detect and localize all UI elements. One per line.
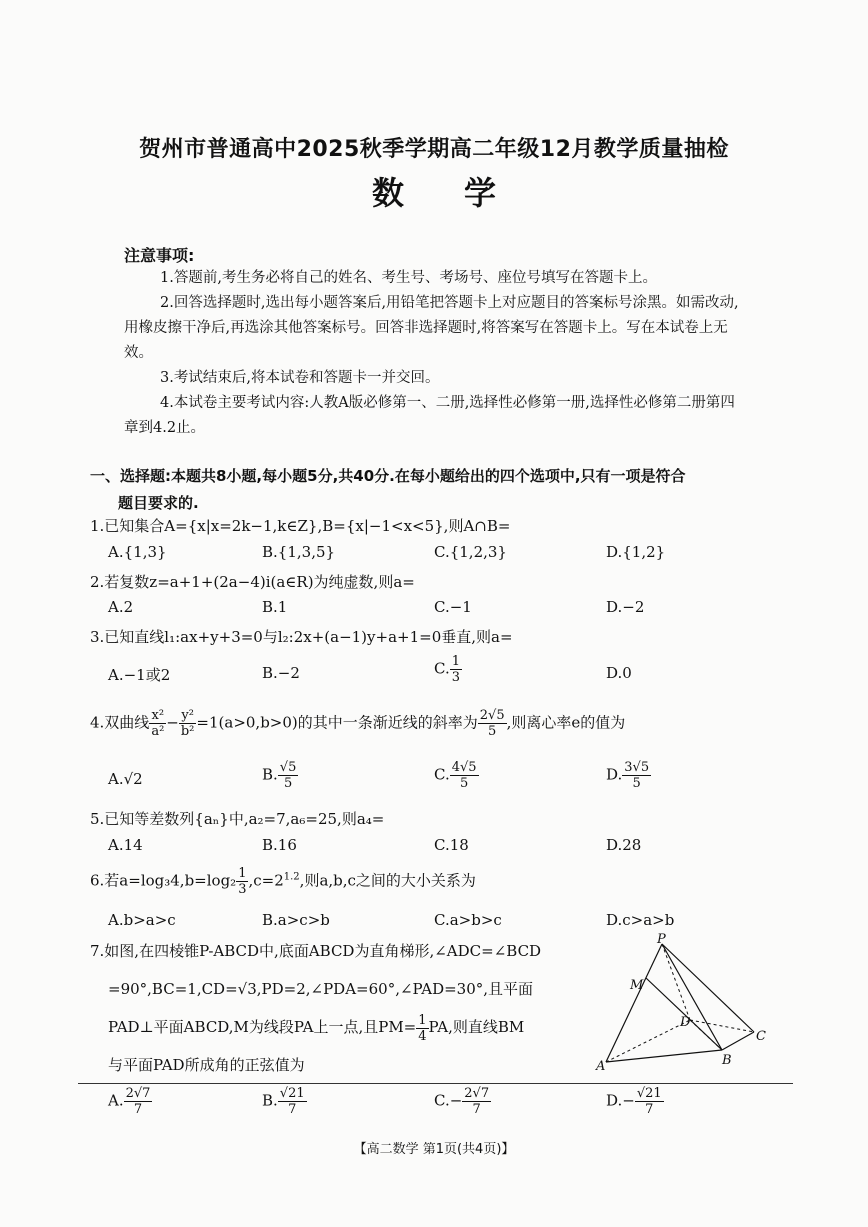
- q7-line3-part2: PA,则直线BM: [428, 1018, 525, 1036]
- page-footer: 【高二数学 第1页(共4页)】: [353, 1142, 515, 1157]
- q6-stem-part1: 6.若a=log₃4,b=log₂: [90, 871, 237, 890]
- option-prefix: B.: [262, 765, 278, 784]
- q7-line2: =90°,BC=1,CD=√3,PD=2,∠PDA=60°,∠PAD=30°,且平面: [108, 980, 534, 998]
- q7-line4: 与平面PAD所成角的正弦值为: [108, 1056, 305, 1074]
- label-p: P: [657, 932, 666, 947]
- q4-stem: 4.双曲线 $\frac{\text{x²}}{\text{a²}}$ − $\frac{\text{y²}}{\text{b²}}$ =1(a>0,b>0)的其中一条渐近线的斜率为 $\frac{2√5}{5}$ ,则离心率e的值为: [90, 708, 626, 739]
- q3-option-c-fraction: [450, 654, 462, 685]
- q6-log-fraction: [236, 866, 248, 897]
- notice-item-2: 2.回答选择题时,选出每小题答案后,用铅笔把答题卡上对应题目的答案标号涂黑。如需改动,用橡皮擦干净后,再选涂其他答案标号。回答非选择题时,将答案写在答题卡上。写在本试卷上无效。: [124, 295, 739, 361]
- q3-option-d: D.0: [606, 664, 632, 682]
- q7-option-d: [606, 1086, 664, 1117]
- subject-title: 数学: [371, 174, 556, 212]
- edge-pc: [662, 944, 754, 1032]
- fraction-numerator: √21: [279, 1086, 305, 1101]
- edge-pd: [662, 944, 690, 1020]
- label-a: A: [596, 1059, 606, 1074]
- fraction-denominator: 5: [632, 776, 641, 791]
- fraction-numerator: √5: [279, 760, 297, 775]
- notice-list: [124, 266, 744, 441]
- q4-stem-part1: 4.双曲线: [90, 713, 150, 732]
- label-d: D: [680, 1015, 691, 1030]
- fraction-denominator: 5: [459, 776, 469, 791]
- q4-stem-part3: ,则离心率e的值为: [506, 713, 626, 732]
- fraction-numerator: 3√5: [624, 760, 650, 775]
- fraction-denominator: b²: [180, 724, 195, 739]
- q4-option-c-fraction: [450, 760, 479, 791]
- q5-option-c: C.18: [434, 836, 469, 854]
- q1-option-b: B.{1,3,5}: [262, 543, 336, 561]
- q1-option-a: A.{1,3}: [108, 543, 167, 561]
- edge-pa: [606, 944, 662, 1062]
- option-prefix: C.−: [434, 1091, 463, 1110]
- q7-option-d-fraction: [635, 1086, 664, 1117]
- notice-heading: 注意事项:: [124, 246, 195, 265]
- label-b: B: [722, 1053, 732, 1068]
- q2-option-c: C.−1: [434, 598, 472, 616]
- q7-option-a: [108, 1086, 152, 1117]
- q4-slope-fraction: [478, 708, 507, 739]
- fraction-numerator: 2√5: [479, 708, 505, 723]
- q6-option-c: C.a>b>c: [434, 911, 502, 929]
- q3-option-a: A.−1或2: [108, 666, 171, 684]
- option-prefix: B.: [262, 1091, 278, 1110]
- label-m: M: [630, 978, 644, 993]
- q4-option-a: A.√2: [108, 770, 143, 788]
- q6-exponent: 1.2: [283, 871, 300, 883]
- q2-option-d: D.−2: [606, 598, 645, 616]
- q3-option-b: B.−2: [262, 664, 300, 682]
- fraction-denominator: 5: [283, 776, 293, 791]
- edge-pb: [662, 944, 722, 1050]
- fraction-numerator: 1: [451, 654, 460, 669]
- q6-stem: [90, 866, 476, 897]
- edge-dc: [690, 1020, 754, 1032]
- option-prefix: A.: [108, 1091, 124, 1110]
- q5-option-a: A.14: [108, 836, 143, 854]
- section-heading: [90, 463, 780, 517]
- section-heading-line1: 一、选择题:本题共8小题,每小题5分,共40分.在每小题给出的四个选项中,只有一项是符合: [90, 467, 686, 485]
- notice-item-4: 4.本试卷主要考试内容:人教A版必修第一、二册,选择性必修第一册,选择性必修第二册第四章到4.2止。: [124, 395, 735, 436]
- q1-stem: 1.已知集合A={x|x=2k−1,k∈Z},B={x|−1<x<5},则A∩B=: [90, 517, 511, 535]
- q4-option-b: [262, 760, 298, 791]
- fraction-denominator: 3: [238, 882, 247, 897]
- q7-line3-part1: PAD⊥平面ABCD,M为线段PA上一点,且PM=: [108, 1018, 417, 1036]
- exam-title: 贺州市普通高中2025秋季学期高二年级12月教学质量抽检: [139, 137, 729, 162]
- fraction-denominator: 7: [472, 1102, 481, 1117]
- q7-option-a-fraction: [124, 1086, 153, 1117]
- fraction-numerator: 1: [418, 1012, 427, 1028]
- fraction-numerator: 4√5: [451, 760, 477, 775]
- q1-option-c: C.{1,2,3}: [434, 543, 507, 561]
- q2-option-a: A.2: [108, 598, 134, 616]
- q7-line1: 7.如图,在四棱锥P-ABCD中,底面ABCD为直角梯形,∠ADC=∠BCD: [90, 942, 542, 960]
- q7-line3: [108, 1008, 598, 1046]
- q5-stem: 5.已知等差数列{aₙ}中,a₂=7,a₆=25,则a₄=: [90, 810, 385, 828]
- q7-stem: [90, 932, 598, 1084]
- fraction-denominator: 3: [451, 670, 460, 685]
- q3-option-c-prefix: C.: [434, 659, 450, 678]
- edge-ab: [606, 1050, 722, 1062]
- notice-item-3: 3.考试结束后,将本试卷和答题卡一并交回。: [160, 370, 440, 386]
- q7-pm-fraction: [416, 1013, 428, 1044]
- footer-divider: [78, 1083, 793, 1084]
- q2-option-b: B.1: [262, 598, 288, 616]
- q4-option-d: [606, 760, 651, 791]
- section-heading-line2: 题目要求的.: [118, 494, 199, 512]
- fraction-numerator: y²: [179, 708, 197, 724]
- q7-option-b: [262, 1086, 307, 1117]
- fraction-denominator: 5: [488, 724, 497, 739]
- q3-option-c: [434, 654, 462, 685]
- q6-option-a: A.b>a>c: [108, 911, 176, 929]
- fraction-numerator: 1: [238, 866, 247, 881]
- q6-stem-part2: ,c=2: [248, 871, 284, 890]
- fraction-denominator: 4: [418, 1028, 427, 1044]
- q2-stem: 2.若复数z=a+1+(2a−4)i(a∈R)为纯虚数,则a=: [90, 573, 415, 591]
- fraction-numerator: x²: [149, 708, 166, 724]
- q4-hyperbola-x-term: [149, 708, 166, 739]
- fraction-numerator: 2√7: [125, 1086, 151, 1101]
- q7-option-c-fraction: [462, 1086, 491, 1117]
- fraction-denominator: 7: [288, 1102, 297, 1117]
- fraction-numerator: √21: [636, 1086, 662, 1101]
- fraction-denominator: a²: [151, 724, 165, 739]
- fraction-denominator: 7: [133, 1102, 143, 1117]
- segment-mb: [646, 978, 722, 1050]
- fraction-numerator: 2√7: [464, 1086, 490, 1101]
- edge-bc: [722, 1032, 754, 1050]
- edge-ad: [606, 1020, 690, 1062]
- q7-option-c: [434, 1086, 491, 1117]
- q3-stem: 3.已知直线l₁:ax+y+3=0与l₂:2x+(a−1)y+a+1=0垂直,则a=: [90, 628, 513, 646]
- q5-option-b: B.16: [262, 836, 297, 854]
- option-prefix: C.: [434, 765, 450, 784]
- q4-option-d-fraction: [622, 760, 651, 791]
- q5-option-d: D.28: [606, 836, 642, 854]
- option-prefix: D.−: [606, 1091, 635, 1110]
- label-c: C: [756, 1029, 766, 1044]
- pyramid-figure: [590, 932, 780, 1077]
- q6-option-b: B.a>c>b: [262, 911, 330, 929]
- q6-option-d: D.c>a>b: [606, 911, 675, 929]
- fraction-denominator: 7: [645, 1102, 654, 1117]
- q4-hyperbola-y-term: [179, 708, 197, 739]
- q4-option-b-fraction: [278, 760, 299, 791]
- option-prefix: D.: [606, 765, 623, 784]
- q6-stem-part3: ,则a,b,c之间的大小关系为: [299, 871, 476, 890]
- q4-option-c: [434, 760, 479, 791]
- notice-item-1: 1.答题前,考生务必将自己的姓名、考生号、考场号、座位号填写在答题卡上。: [160, 270, 657, 286]
- q1-option-d: D.{1,2}: [606, 543, 666, 561]
- q7-option-b-fraction: [278, 1086, 307, 1117]
- q4-stem-part2: =1(a>0,b>0)的其中一条渐近线的斜率为: [196, 713, 478, 732]
